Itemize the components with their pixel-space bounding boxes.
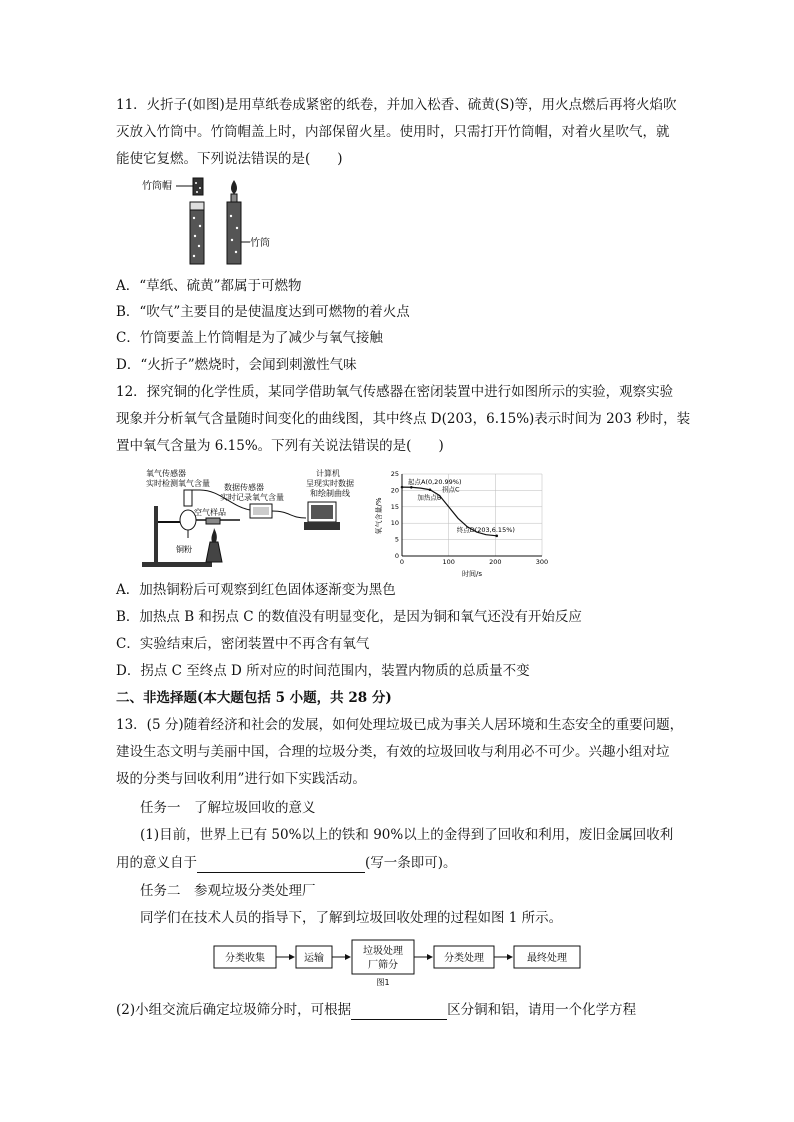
sensor-label-1: 氧气传感器: [146, 469, 186, 478]
q12-stem-line-3: 置中氧气含量为 6.15%。下列有关说法错误的是( ): [116, 438, 444, 454]
data-point: [429, 488, 432, 491]
data-sensor-label-1: 数据传感器: [224, 483, 264, 492]
y-tick-label: 15: [390, 502, 399, 511]
garbage-process-flowchart: [210, 938, 590, 988]
q11-stem-line-3: 能使它复燃。下列说法错误的是( ): [116, 151, 343, 167]
q13-part1-line-1: (1)目前，世界上已有 50%以上的铁和 90%以上的金得到了回收和利用，废旧金属回收利: [140, 827, 674, 843]
y-tick-label: 25: [390, 470, 399, 478]
annotation-label: 拐点C: [442, 485, 460, 494]
sensor-label-2: 实时检测氧气含量: [146, 479, 210, 488]
task-2-title: 任务二 参观垃圾分类处理厂: [140, 883, 316, 899]
q13-part1-answer-blank[interactable]: [197, 856, 365, 873]
flow-step-5: 最终处理: [527, 953, 567, 964]
q11-option-a: A．“草纸、硫黄”都属于可燃物: [116, 278, 302, 294]
q13-part2-suffix: 区分铜和铝，请用一个化学方程: [447, 1002, 637, 1018]
x-tick-label: 0: [399, 558, 405, 566]
pc-label-3: 和绘制曲线: [310, 489, 350, 498]
pc-label-2: 呈现实时数据: [306, 479, 354, 488]
experiment-apparatus-figure: [140, 466, 372, 570]
data-point: [401, 486, 404, 489]
chart-x-axis-label: 时间/s: [461, 570, 483, 578]
q11-option-b: B．“吹气”主要目的是使温度达到可燃物的着火点: [116, 304, 410, 320]
flow-step-2: 运输: [304, 953, 324, 964]
tube-label: 竹筒: [250, 238, 270, 249]
q12-option-d: D．拐点 C 至终点 D 所对应的时间范围内，装置内物质的总质量不变: [116, 663, 530, 679]
annotation-label: 起点A(0,20.99%): [408, 478, 462, 487]
x-tick-label: 200: [489, 558, 502, 566]
q12-option-b: B．加热点 B 和拐点 C 的数值没有明显变化，是因为铜和氧气还没有开始反应: [116, 609, 582, 625]
air-sample-label: 空气样品: [194, 508, 226, 517]
flow-caption: 图1: [376, 978, 390, 987]
q13-part1-prefix: 用的意义自于: [116, 855, 197, 871]
q12-option-a: A．加热铜粉后可观察到红色固体逐渐变为黑色: [116, 582, 396, 598]
section-2-heading: 二、非选择题(本大题包括 5 小题，共 28 分): [116, 690, 392, 706]
x-tick-label: 300: [535, 558, 549, 566]
q11-option-d: D．“火折子”燃烧时，会闻到刺激性气味: [116, 357, 357, 373]
fire-starter-figure: [142, 176, 302, 268]
q11-stem-line-1: 11．火折子(如图)是用草纸卷成紧密的纸卷，并加入松香、硫黄(S)等，用火点燃后再将火焰吹: [116, 97, 677, 113]
q13-part2-line: [116, 1000, 636, 1020]
flow-step-1: 分类收集: [225, 953, 265, 964]
annotation-label: 加热点B: [417, 493, 442, 502]
task-1-title: 任务一 了解垃圾回收的意义: [140, 800, 316, 816]
data-sensor-label-2: 实时记录氧气含量: [220, 493, 284, 502]
flow-step-3-line-1: 垃圾处理: [363, 946, 403, 957]
task-2-intro: 同学们在技术人员的指导下，了解到垃圾回收处理的过程如图 1 所示。: [140, 910, 563, 926]
flow-step-3-line-2: 厂筛分: [368, 960, 398, 971]
oxygen-content-chart: [374, 466, 550, 578]
copper-powder-label: 铜粉: [176, 545, 192, 554]
cap-label: 竹筒帽: [142, 181, 172, 192]
q13-stem-line-1: 13．(5 分)随着经济和社会的发展，如何处理垃圾已成为事关人居环境和生态安全的重要问题，: [116, 717, 684, 733]
q13-stem-line-2: 建设生态文明与美丽中国，合理的垃圾分类，有效的垃圾回收与利用必不可少。兴趣小组对垃: [116, 744, 670, 760]
annotation-label: 终点D(203,6.15%): [456, 525, 515, 534]
q13-part1-suffix: (写一条即可)。: [365, 855, 457, 871]
flow-step-4: 分类处理: [444, 953, 484, 964]
data-point: [495, 535, 498, 538]
q13-part2-answer-blank[interactable]: [351, 1003, 447, 1020]
q13-stem-line-3: 圾的分类与回收利用”进行如下实践活动。: [116, 771, 366, 787]
q11-stem-line-2: 灭放入竹筒中。竹筒帽盖上时，内部保留火星。使用时，只需打开竹筒帽，对着火星吹气，就: [116, 124, 670, 140]
data-point: [410, 486, 413, 489]
y-tick-label: 5: [394, 535, 399, 544]
q13-part1-line-2: [116, 853, 457, 873]
q12-stem-line-1: 12．探究铜的化学性质，某同学借助氧气传感器在密闭装置中进行如图所示的实验，观察实验: [116, 384, 674, 400]
x-tick-label: 100: [442, 558, 455, 566]
chart-y-axis-label: 氧气含量/%: [375, 497, 383, 535]
pc-label-1: 计算机: [316, 469, 340, 478]
y-tick-label: 0: [394, 552, 399, 560]
q13-part2-prefix: (2)小组交流后确定垃圾筛分时，可根据: [116, 1002, 352, 1018]
q12-option-c: C．实验结束后，密闭装置中不再含有氧气: [116, 636, 370, 652]
y-tick-label: 10: [390, 519, 399, 528]
y-tick-label: 20: [390, 486, 399, 495]
q12-stem-line-2: 现象并分析氧气含量随时间变化的曲线图，其中终点 D(203，6.15%)表示时间为 203 秒时，装: [116, 411, 691, 427]
q11-option-c: C．竹筒要盖上竹筒帽是为了减少与氧气接触: [116, 330, 383, 346]
